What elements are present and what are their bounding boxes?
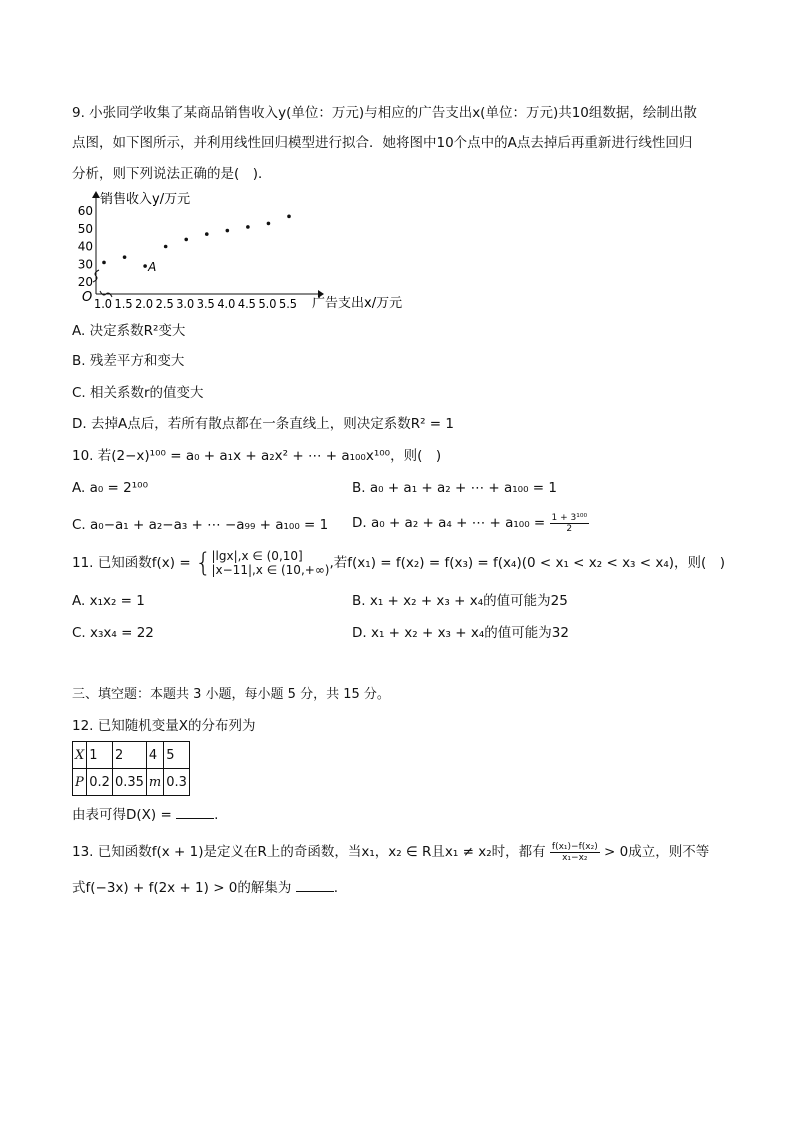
- table-cell: 5: [164, 742, 190, 769]
- answer-blank[interactable]: [176, 806, 214, 819]
- q11-piece-2: |x−11|,x ∈ (10,+∞): [211, 563, 330, 577]
- x-tick-label: 3.0: [176, 297, 195, 311]
- q10-option-a: A. a₀ = 2¹⁰⁰: [72, 480, 148, 496]
- x-tick-label: 1.5: [114, 297, 133, 311]
- y-tick-label: 30: [77, 257, 93, 272]
- data-point: [226, 229, 230, 233]
- x-tick-label: 3.5: [196, 297, 215, 311]
- point-a-label: A: [148, 260, 157, 275]
- section-3-heading: 三、填空题：本题共 3 小题，每小题 5 分，共 15 分。: [72, 687, 390, 702]
- table-row: [73, 769, 190, 796]
- q10-option-d-denominator: 2: [566, 523, 573, 534]
- q12-ask: [72, 805, 218, 825]
- q13-fraction-denominator: x₁−x₂: [562, 852, 588, 863]
- q9-option-d: D. 去掉A点后，若所有散点都在一条直线上，则决定系数R² = 1: [72, 416, 454, 432]
- q13-fraction-numerator: f(x₁)−f(x₂): [551, 841, 598, 852]
- q11-brace: {: [194, 548, 212, 578]
- data-point: [287, 215, 291, 219]
- x-axis-label: 广告支出x/万元: [312, 296, 403, 311]
- table-row: [73, 742, 190, 769]
- q11-option-d: D. x₁ + x₂ + x₃ + x₄的值可能为32: [352, 625, 569, 641]
- q12-ask-text: 由表可得D(X) =: [72, 807, 172, 823]
- x-tick-labels: [94, 297, 297, 311]
- q9-stem-line2: 点图，如下图所示，并利用线性回归模型进行拟合．她将图中10个点中的A点去掉后再重新进行线性回归: [72, 135, 693, 151]
- y-tick-label: 40: [77, 239, 93, 254]
- table-cell: 0.35: [112, 769, 146, 796]
- y-tick-labels: [78, 204, 93, 289]
- q11-option-b: B. x₁ + x₂ + x₃ + x₄的值可能为25: [352, 593, 568, 609]
- q13-line1-prefix: 13. 已知函数f(x + 1)是定义在R上的奇函数，当x₁，x₂ ∈ R且x₁ ≠ x₂时，都有: [72, 844, 546, 860]
- q10-option-d-fraction: [550, 513, 590, 534]
- x-tick-label: 4.5: [237, 297, 256, 311]
- plot-axes: [92, 191, 324, 298]
- y-tick-label: 20: [77, 275, 93, 289]
- x-tick-label: 5.0: [258, 297, 277, 311]
- q10-option-c: C. a₀−a₁ + a₂−a₃ + ⋯ −a₉₉ + a₁₀₀ = 1: [72, 517, 329, 533]
- q11-option-c: C. x₃x₄ = 22: [72, 625, 154, 641]
- scatter-plot: [60, 188, 420, 316]
- data-point: [267, 222, 271, 226]
- q13-line2-text: 式f(−3x) + f(2x + 1) > 0的解集为: [72, 880, 292, 896]
- q10-stem: 10. 若(2−x)¹⁰⁰ = a₀ + a₁x + a₂x² + ⋯ + a₁₀₀x¹⁰⁰，则( ): [72, 448, 442, 464]
- q13-line1-suffix: > 0成立，则不等: [604, 844, 710, 860]
- q11-piece-1: |lgx|,x ∈ (0,10]: [211, 549, 303, 563]
- table-cell: 4: [146, 742, 163, 769]
- x-tick-label: 5.5: [279, 297, 297, 311]
- y-axis-break: [93, 270, 99, 282]
- q9-stem-line1: 9. 小张同学收集了某商品销售收入y(单位：万元)与相应的广告支出x(单位：万元)共10组数据，绘制出散: [72, 105, 697, 121]
- q12-end: .: [214, 807, 219, 823]
- q9-stem-line3: 分析，则下列说法正确的是( )．: [72, 166, 272, 182]
- y-axis-label: 销售收入y/万元: [100, 192, 191, 207]
- q9-option-a: A. 决定系数R²变大: [72, 323, 186, 339]
- q11-stem-suffix: ,若f(x₁) = f(x₂) = f(x₃) = f(x₄)(0 < x₁ < x₂ < x₃ < x₄)，则( ): [329, 555, 726, 571]
- data-point: [102, 261, 106, 265]
- x-tick-label: 1.0: [94, 297, 112, 311]
- y-tick-label: 50: [77, 221, 93, 236]
- table-cell: X: [73, 742, 87, 769]
- data-point: [246, 225, 250, 229]
- data-point: [205, 232, 209, 236]
- table-cell: 0.3: [164, 769, 190, 796]
- q10-option-d-numerator: 1 + 3¹⁰⁰: [551, 512, 588, 523]
- x-tick-label: 2.5: [155, 297, 174, 311]
- q11-option-a: A. x₁x₂ = 1: [72, 593, 145, 609]
- x-tick-label: 4.0: [217, 297, 236, 311]
- table-cell: 2: [112, 742, 146, 769]
- y-axis-arrow: [92, 191, 100, 198]
- q13-fraction: [550, 842, 600, 863]
- q10-option-d-prefix: D. a₀ + a₂ + a₄ + ⋯ + a₁₀₀ =: [352, 515, 546, 531]
- q11-stem: [72, 548, 725, 578]
- q9-option-b: B. 残差平方和变大: [72, 353, 185, 369]
- distribution-table: [72, 741, 190, 796]
- data-point: [164, 245, 168, 249]
- q11-stem-prefix: 11. 已知函数f(x) =: [72, 555, 191, 571]
- q13-end: .: [333, 880, 338, 896]
- q10-option-b: B. a₀ + a₁ + a₂ + ⋯ + a₁₀₀ = 1: [352, 480, 557, 496]
- data-point: [123, 255, 127, 259]
- answer-blank[interactable]: [296, 879, 334, 892]
- table-cell: 1: [87, 742, 113, 769]
- q13-line2: [72, 878, 338, 898]
- data-points: [102, 215, 291, 268]
- q12-stem: 12. 已知随机变量X的分布列为: [72, 718, 256, 734]
- data-point: [143, 264, 147, 268]
- table-cell: m: [146, 769, 163, 796]
- table-cell: P: [73, 769, 87, 796]
- data-point: [184, 238, 188, 242]
- q9-option-c: C. 相关系数r的值变大: [72, 385, 204, 401]
- table-cell: 0.2: [87, 769, 113, 796]
- origin-label: O: [82, 290, 93, 305]
- q10-option-d: [352, 509, 589, 537]
- q11-piecewise: [211, 549, 329, 577]
- y-tick-label: 60: [77, 204, 93, 218]
- x-tick-label: 2.0: [135, 297, 154, 311]
- q13-line1: [72, 838, 709, 866]
